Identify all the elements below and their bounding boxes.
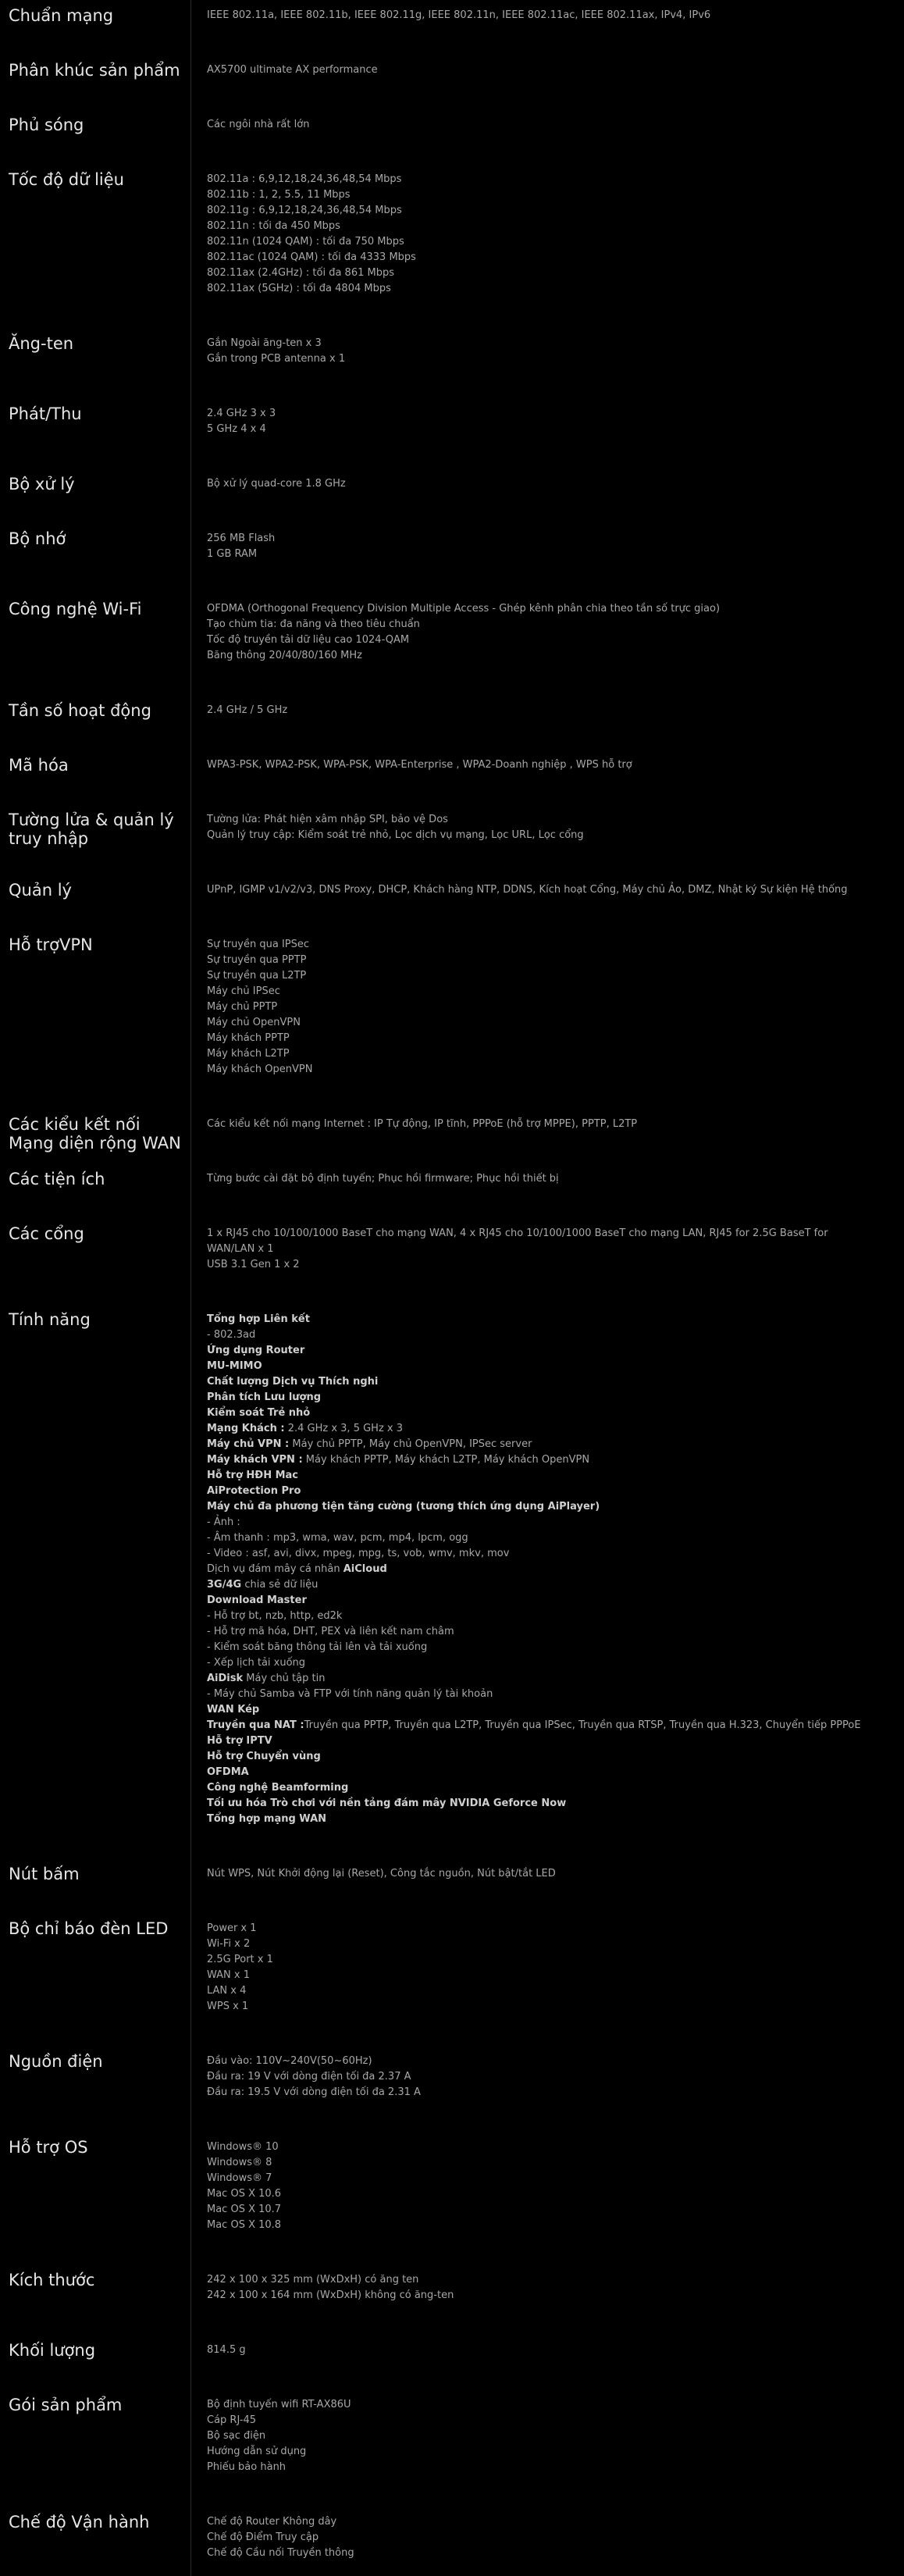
value-line: Cáp RJ-45 <box>207 2414 257 2426</box>
feature-value: Máy chủ PPTP, Máy chủ OpenVPN, IPSec server <box>289 1438 532 1450</box>
spec-value <box>207 8 855 23</box>
spec-label: Ăng-ten <box>9 334 74 353</box>
value-line: Windows® 10 <box>207 2141 279 2153</box>
feature-key: Truyền qua NAT : <box>207 1719 304 1731</box>
value-line: Máy khách L2TP <box>207 1048 290 1060</box>
feature-vpn-server <box>207 1437 855 1452</box>
spec-value <box>207 703 855 718</box>
feature-adaptive-qos: Chất lượng Dịch vụ Thích nghi <box>207 1376 379 1388</box>
feature-value: Truyền qua PPTP, Truyền qua L2TP, Truyền qua IPSec, Truyền qua RTSP, Truyền qua H.323, Chuyển tiếp PPPoE <box>304 1719 861 1731</box>
value-line: WPS x 1 <box>207 2001 249 2012</box>
feature-value: chia sẻ dữ liệu <box>241 1579 319 1591</box>
value-line: Windows® 8 <box>207 2157 272 2168</box>
spec-label: Công nghệ Wi-Fi <box>9 600 142 618</box>
value-line: UPnP, IGMP v1/v2/v3, DNS Proxy, DHCP, Khách hàng NTP, DDNS, Kích hoạt Cổng, Máy chủ Ảo, DMZ, Nhật ký Sự kiện Hệ thống <box>207 884 848 896</box>
feature-key: Máy khách VPN : <box>207 1454 303 1466</box>
feature-parental-control: Kiểm soát Trẻ nhỏ <box>207 1407 311 1419</box>
value-line: 2.4 GHz / 5 GHz <box>207 704 288 716</box>
value-line: Máy khách OpenVPN <box>207 1064 313 1075</box>
feature-roaming: Hỗ trợ Chuyển vùng <box>207 1751 321 1762</box>
value-line: Máy chủ IPSec <box>207 985 280 997</box>
value-line: - Video : asf, avi, divx, mpeg, mpg, ts, vob, wmv, mkv, mov <box>207 1548 510 1559</box>
value-line: Từng bước cài đặt bộ định tuyến; Phục hồi firmware; Phục hồi thiết bị <box>207 1173 559 1185</box>
value-line: OFDMA (Orthogonal Frequency Division Multiple Access - Ghép kênh phân chia theo tần số trực giao) <box>207 603 721 615</box>
value-line: - Âm thanh : mp3, wma, wav, pcm, mp4, lpcm, ogg <box>207 1532 468 1544</box>
spec-label: Các tiện ích <box>9 1170 105 1188</box>
value-line: Wi-Fi x 2 <box>207 1938 251 1950</box>
value-line: Tạo chùm tia: đa năng và theo tiêu chuẩn <box>207 618 420 630</box>
spec-label: Phủ sóng <box>9 116 84 134</box>
column-divider <box>190 0 191 2576</box>
spec-label: Phân khúc sản phẩm <box>9 61 180 80</box>
feature-guest-network <box>207 1421 855 1437</box>
feature-ofdma: OFDMA <box>207 1766 249 1778</box>
spec-label: Bộ chỉ báo đèn LED <box>9 1919 169 1938</box>
value-line: AX5700 ultimate AX performance <box>207 64 378 76</box>
value-line: Phiếu bảo hành <box>207 2461 287 2473</box>
value-line: 802.11a : 6,9,12,18,24,36,48,54 Mbps <box>207 173 402 185</box>
spec-value <box>207 2343 855 2358</box>
spec-value <box>207 336 855 367</box>
value-line: 802.11n (1024 QAM) : tối đa 750 Mbps <box>207 236 404 248</box>
feature-geforce-now: Tối ưu hóa Trò chơi với nền tảng đám mây NVIDIA Geforce Now <box>207 1797 567 1809</box>
feature-link-aggregation: Tổng hợp Liên kết <box>207 1313 310 1325</box>
value-line: Gắn trong PCB antenna x 1 <box>207 353 346 365</box>
spec-label: Bộ nhớ <box>9 529 66 548</box>
value-line: 5 GHz 4 x 4 <box>207 423 266 435</box>
value-line: WAN x 1 <box>207 1969 250 1981</box>
spec-value <box>207 1866 855 1882</box>
value-line: Sự truyền qua PPTP <box>207 954 307 966</box>
value-line: 2.5G Port x 1 <box>207 1954 273 1965</box>
value-line: Quản lý truy cập: Kiểm soát trẻ nhỏ, Lọc dịch vụ mạng, Lọc URL, Lọc cổng <box>207 829 584 841</box>
spec-label: Nút bấm <box>9 1865 80 1883</box>
feature-value: Dịch vụ đám mây cá nhân <box>207 1563 343 1575</box>
feature-vpn-client <box>207 1452 855 1468</box>
spec-value <box>207 1921 855 2015</box>
spec-value <box>207 1117 855 1132</box>
value-line: - Xếp lịch tải xuống <box>207 1657 306 1669</box>
value-line: Mac OS X 10.6 <box>207 2188 282 2200</box>
feature-mac-os: Hỗ trợ HĐH Mac <box>207 1470 299 1481</box>
spec-value <box>207 1226 855 1273</box>
value-line: 802.11n : tối đa 450 Mbps <box>207 220 340 232</box>
value-line: Các ngôi nhà rất lớn <box>207 119 310 130</box>
value-line: Tường lửa: Phát hiện xâm nhập SPI, bảo vệ Dos <box>207 814 448 825</box>
spec-value <box>207 62 855 78</box>
value-line: 802.11ac (1024 QAM) : tối đa 4333 Mbps <box>207 251 416 263</box>
feature-value: Máy khách PPTP, Máy khách L2TP, Máy khách OpenVPN <box>302 1454 590 1466</box>
value-line: Sự truyền qua L2TP <box>207 970 307 982</box>
spec-value <box>207 601 855 664</box>
spec-label: Quản lý <box>9 881 72 900</box>
spec-label: Tính năng <box>9 1310 91 1329</box>
value-line: - Hỗ trợ mã hóa, DHT, PEX và liên kết nam châm <box>207 1626 454 1637</box>
spec-value <box>207 1312 861 1827</box>
feature-aidisk <box>207 1671 855 1687</box>
spec-label: Phát/Thu <box>9 404 82 423</box>
value-line: IEEE 802.11a, IEEE 802.11b, IEEE 802.11g, IEEE 802.11n, IEEE 802.11ac, IEEE 802.11ax, IPv4, IPv6 <box>207 9 711 21</box>
value-line: LAN x 4 <box>207 1985 247 1997</box>
value-line: Bộ xử lý quad-core 1.8 GHz <box>207 478 346 490</box>
spec-label: Tường lửa & quản lý truy nhập <box>9 811 174 848</box>
spec-value <box>207 757 855 773</box>
spec-label: Các kiểu kết nối Mạng diện rộng WAN <box>9 1115 181 1153</box>
spec-label: Chế độ Vận hành <box>9 2513 150 2531</box>
spec-label: Kích thước <box>9 2271 95 2289</box>
value-line: Hướng dẫn sử dụng <box>207 2446 307 2457</box>
spec-label: Gói sản phẩm <box>9 2396 123 2414</box>
value-line: 2.4 GHz 3 x 3 <box>207 408 276 419</box>
spec-label: Nguồn điện <box>9 2052 103 2071</box>
feature-traffic-analyzer: Phân tích Lưu lượng <box>207 1391 322 1403</box>
value-line: Băng thông 20/40/80/160 MHz <box>207 650 362 661</box>
spec-label: Hỗ trợ OS <box>9 2138 88 2157</box>
value-line: Mac OS X 10.8 <box>207 2219 282 2231</box>
value-line: Chế độ Router Không dây <box>207 2516 337 2528</box>
feature-key: AiCloud <box>343 1563 387 1575</box>
spec-value <box>207 2140 855 2233</box>
feature-download-master: Download Master <box>207 1594 307 1606</box>
value-line: 802.11ax (2.4GHz) : tối đa 861 Mbps <box>207 267 394 279</box>
value-line: - Kiểm soát băng thông tải lên và tải xuống <box>207 1641 428 1653</box>
value-line: USB 3.1 Gen 1 x 2 <box>207 1259 300 1270</box>
spec-label: Tần số hoạt động <box>9 701 151 720</box>
feature-value: Máy chủ tập tin <box>243 1673 326 1684</box>
spec-label: Mã hóa <box>9 756 69 775</box>
value-line: Đầu vào: 110V~240V(50~60Hz) <box>207 2055 372 2067</box>
spec-value <box>207 882 855 898</box>
feature-router-app: Ứng dụng Router <box>207 1345 305 1356</box>
value-line: WPA3-PSK, WPA2-PSK, WPA-PSK, WPA-Enterprise , WPA2-Doanh nghiệp , WPS hỗ trợ <box>207 759 632 771</box>
spec-label: Chuẩn mạng <box>9 6 114 25</box>
value-line: Đầu ra: 19.5 V với dòng điện tối đa 2.31 A <box>207 2086 421 2098</box>
feature-aicloud <box>207 1562 855 1577</box>
value-line: Bộ sạc điện <box>207 2430 266 2442</box>
spec-value <box>207 937 855 1078</box>
feature-wan-aggregation: Tổng hợp mạng WAN <box>207 1813 327 1825</box>
spec-value <box>207 476 855 492</box>
value-line: Đầu ra: 19 V với dòng điện tối đa 2.37 A <box>207 2071 411 2083</box>
value-line: - Ảnh : <box>207 1516 240 1528</box>
spec-value <box>207 2514 855 2561</box>
value-line: Windows® 7 <box>207 2172 272 2184</box>
feature-dual-wan: WAN Kép <box>207 1704 260 1716</box>
value-line: Mac OS X 10.7 <box>207 2204 282 2215</box>
value-line: Chế độ Cầu nối Truyền thông <box>207 2547 354 2559</box>
spec-value <box>207 406 855 437</box>
value-line: Các kiểu kết nối mạng Internet : IP Tự động, IP tĩnh, PPPoE (hỗ trợ MPPE), PPTP, L2TP <box>207 1118 638 1130</box>
spec-value <box>207 117 855 133</box>
feature-key: AiDisk <box>207 1673 244 1684</box>
value-line: 802.11b : 1, 2, 5.5, 11 Mbps <box>207 189 351 201</box>
spec-value <box>207 2397 855 2475</box>
value-line: 242 x 100 x 164 mm (WxDxH) không có ăng-ten <box>207 2289 454 2301</box>
spec-value <box>207 1171 855 1187</box>
spec-value <box>207 2272 855 2303</box>
value-line: Nút WPS, Nút Khởi động lại (Reset), Công tắc nguồn, Nút bật/tắt LED <box>207 1868 556 1879</box>
value-line: - Hỗ trợ bt, nzb, http, ed2k <box>207 1610 343 1622</box>
feature-beamforming: Công nghệ Beamforming <box>207 1782 349 1794</box>
spec-label: Khối lượng <box>9 2341 96 2360</box>
value-line: Gắn Ngoài ăng-ten x 3 <box>207 337 322 349</box>
feature-mumimo: MU-MIMO <box>207 1360 262 1372</box>
feature-media-server: Máy chủ đa phương tiện tăng cường (tương thích ứng dụng AiPlayer) <box>207 1501 600 1512</box>
spec-label: Các cổng <box>9 1224 84 1243</box>
value-line: 242 x 100 x 325 mm (WxDxH) có ăng ten <box>207 2274 419 2286</box>
value-line: 802.11ax (5GHz) : tối đa 4804 Mbps <box>207 283 391 294</box>
value-line: - Máy chủ Samba và FTP với tính năng quản lý tài khoản <box>207 1688 493 1700</box>
feature-key: Máy chủ VPN : <box>207 1438 290 1450</box>
feature-aiprotection: AiProtection Pro <box>207 1485 301 1497</box>
value-line: Máy chủ PPTP <box>207 1001 278 1013</box>
spec-value <box>207 2054 855 2100</box>
value-line: Tốc độ truyền tải dữ liệu cao 1024-QAM <box>207 634 410 646</box>
value-line: 1 x RJ45 cho 10/100/1000 BaseT cho mạng WAN, 4 x RJ45 cho 10/100/1000 BaseT cho mạng LAN, RJ45 for 2.5G BaseT for WAN/LAN x 1 <box>207 1227 828 1255</box>
value-line: Máy chủ OpenVPN <box>207 1017 301 1028</box>
value-line: 1 GB RAM <box>207 548 258 560</box>
value-line: 256 MB Flash <box>207 533 276 544</box>
spec-label: Hỗ trợVPN <box>9 935 93 954</box>
value-line: Chế độ Điểm Truy cập <box>207 2531 319 2543</box>
spec-label: Bộ xử lý <box>9 475 75 493</box>
spec-value <box>207 531 855 562</box>
feature-iptv: Hỗ trợ IPTV <box>207 1735 272 1747</box>
value-line: Sự truyền qua IPSec <box>207 939 310 950</box>
value-line: 814.5 g <box>207 2344 246 2356</box>
spec-value <box>207 812 855 843</box>
value-line: Power x 1 <box>207 1922 257 1934</box>
spec-label: Tốc độ dữ liệu <box>9 170 124 189</box>
value-line: 802.11g : 6,9,12,18,24,36,48,54 Mbps <box>207 205 402 216</box>
value-line: - 802.3ad <box>207 1329 256 1341</box>
spec-value <box>207 172 855 297</box>
value-line: Máy khách PPTP <box>207 1032 290 1044</box>
feature-nat-passthrough <box>207 1718 861 1733</box>
feature-value: 2.4 GHz x 3, 5 GHz x 3 <box>284 1423 404 1434</box>
value-line: Bộ định tuyến wifi RT-AX86U <box>207 2399 351 2410</box>
feature-3g4g <box>207 1577 855 1593</box>
feature-key: Mạng Khách : <box>207 1423 285 1434</box>
feature-key: 3G/4G <box>207 1579 242 1591</box>
